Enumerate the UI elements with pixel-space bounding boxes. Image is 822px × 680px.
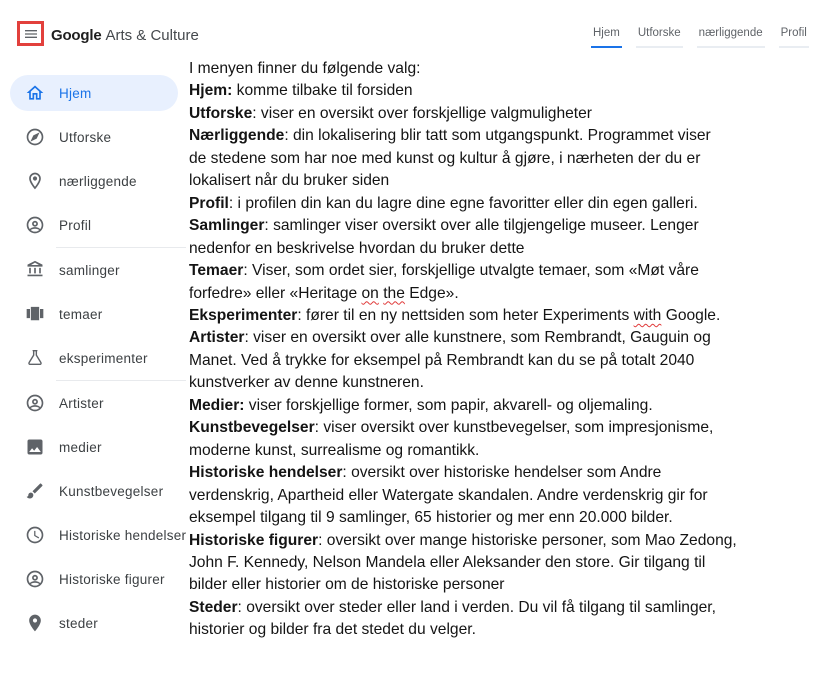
text-segment: Hjem:	[189, 82, 233, 100]
sidebar-item-label: Historiske hendelser	[59, 527, 187, 543]
text-segment: : oversikt over historiske hendelser som Andre	[342, 464, 662, 482]
text-segment: Eksperimenter	[189, 306, 298, 324]
text-line	[189, 125, 819, 147]
sidebar-item-nærliggende[interactable]	[0, 159, 186, 203]
text-line	[189, 597, 819, 619]
clock-icon	[25, 525, 45, 545]
text-line	[189, 80, 819, 102]
sidebar-item-label: Historiske figurer	[59, 571, 165, 587]
account-circle-icon	[25, 215, 45, 235]
text-segment: : viser en oversikt over alle kunstnere, som Rembrandt, Gauguin og	[244, 329, 711, 347]
sidebar-item-hjem[interactable]	[10, 75, 178, 111]
text-line	[189, 148, 819, 170]
text-line	[189, 305, 819, 327]
sidebar-item-historiske-figurer[interactable]	[0, 557, 186, 601]
text-segment: Medier:	[189, 396, 245, 414]
text-line	[189, 260, 819, 282]
text-segment: : i profilen din kan du lagre dine egne favoritter eller din egen galleri.	[228, 194, 698, 212]
app-logo[interactable]	[51, 27, 199, 44]
text-line	[189, 574, 819, 596]
text-segment: Samlinger	[189, 217, 265, 235]
text-line	[189, 283, 819, 305]
sidebar	[0, 60, 186, 645]
sidebar-item-kunstbevegelser[interactable]	[0, 469, 186, 513]
text-segment: Manet. Ved å trykke for eksempel på Rembrandt kan du se på totalt 2040	[189, 351, 695, 369]
text-line	[189, 619, 819, 641]
text-segment: verdenskrig, Apartheid eller Watergate skandalen. Andre verdenskrig gir for	[189, 486, 708, 504]
text-line	[189, 350, 819, 372]
text-segment: : viser oversikt over kunstbevegelser, som impresjonisme,	[314, 419, 714, 437]
text-segment: historier og bilder fra det stedet du velger.	[189, 621, 476, 639]
text-segment: Utforske	[189, 104, 253, 122]
spellcheck-flagged-word: on	[361, 284, 379, 302]
menu-icon	[23, 26, 39, 42]
sidebar-item-temaer[interactable]	[0, 292, 186, 336]
nav-item-profil[interactable]: Profil	[779, 27, 809, 48]
sidebar-item-label: steder	[59, 615, 99, 631]
nav-item-utforske[interactable]: Utforske	[636, 27, 683, 48]
sidebar-item-eksperimenter[interactable]	[0, 336, 186, 380]
text-segment: : samlinger viser oversikt over alle tilgjengelige museer. Lenger	[264, 217, 699, 235]
text-segment: Profil	[189, 194, 229, 212]
text-segment: : din lokalisering blir tatt som utgangspunkt. Programmet viser	[284, 127, 711, 145]
text-segment: komme tilbake til forsiden	[232, 82, 413, 100]
sidebar-item-historiske-hendelser[interactable]	[0, 513, 186, 557]
text-segment: Historiske figurer	[189, 531, 319, 549]
text-segment: Temaer	[189, 262, 244, 280]
carousel-icon	[25, 304, 45, 324]
sidebar-item-label: Kunstbevegelser	[59, 483, 164, 499]
sidebar-item-utforske[interactable]	[0, 115, 186, 159]
text-segment: Steder	[189, 598, 238, 616]
text-line	[189, 103, 819, 125]
text-line	[189, 395, 819, 417]
text-line	[189, 327, 819, 349]
sidebar-item-label: Profil	[59, 217, 92, 233]
text-segment: de stedene som har noe med kunst og kultur å gjøre, i nærheten der du er	[189, 149, 701, 167]
text-segment: viser forskjellige former, som papir, akvarell- og oljemaling.	[244, 396, 653, 414]
sidebar-item-label: samlinger	[59, 262, 120, 278]
text-segment: Kunstbevegelser	[189, 419, 315, 437]
sidebar-item-label: Artister	[59, 395, 104, 411]
text-segment: kunstverker av denne kunstneren.	[189, 374, 424, 392]
text-segment: Google.	[661, 306, 721, 324]
logo-brand: Google	[51, 27, 102, 44]
home-icon	[25, 83, 45, 103]
sidebar-item-label: temaer	[59, 306, 103, 322]
text-segment: bilder eller historier om de historiske personer	[189, 576, 505, 594]
sidebar-item-samlinger[interactable]	[0, 248, 186, 292]
sidebar-item-label: Utforske	[59, 129, 112, 145]
account-circle-icon	[25, 393, 45, 413]
sidebar-item-medier[interactable]	[0, 425, 186, 469]
text-line	[189, 507, 819, 529]
text-segment: : oversikt over steder eller land i verden. Du vil få tilgang til samlinger,	[237, 598, 716, 616]
text-line	[189, 485, 819, 507]
text-segment: Edge».	[404, 284, 459, 302]
sidebar-item-steder[interactable]	[0, 601, 186, 645]
text-line	[189, 552, 819, 574]
flask-icon	[25, 348, 45, 368]
top-nav	[591, 27, 809, 48]
logo-product: Arts & Culture	[105, 27, 199, 44]
menu-button[interactable]	[17, 21, 44, 46]
nav-item-hjem[interactable]: Hjem	[591, 27, 622, 48]
text-segment: Nærliggende	[189, 127, 285, 145]
text-line	[189, 193, 819, 215]
main-content	[189, 58, 819, 642]
text-segment: nedenfor en beskrivelse hvordan du bruker dette	[189, 239, 525, 257]
text-line	[189, 417, 819, 439]
text-segment: Artister	[189, 329, 245, 347]
text-segment: I menyen finner du følgende valg:	[189, 60, 421, 77]
brush-icon	[25, 481, 45, 501]
text-line	[189, 215, 819, 237]
sidebar-item-label: eksperimenter	[59, 350, 148, 366]
text-segment: forfedre» eller «Heritage	[189, 284, 362, 302]
sidebar-item-artister[interactable]	[0, 381, 186, 425]
text-line	[189, 238, 819, 260]
explore-icon	[25, 127, 45, 147]
sidebar-item-profil[interactable]	[0, 203, 186, 247]
spellcheck-flagged-word: the	[383, 284, 405, 302]
text-line	[189, 462, 819, 484]
text-segment: John F. Kennedy, Nelson Mandela eller Aleksander den store. Gir tilgang til	[189, 553, 706, 571]
text-segment: lokalisert når du bruker siden	[189, 172, 390, 190]
text-segment: eksempel tilgang til 9 samlinger, 65 historier og mer enn 20.000 bilder.	[189, 509, 673, 527]
sidebar-item-label: medier	[59, 439, 102, 455]
sidebar-item-label: nærliggende	[59, 173, 137, 189]
account-circle-icon	[25, 569, 45, 589]
text-segment: : viser en oversikt over forskjellige valgmuligheter	[252, 104, 593, 122]
text-line	[189, 58, 819, 80]
text-segment: Historiske hendelser	[189, 464, 343, 482]
text-segment: moderne kunst, surrealisme og romantikk.	[189, 441, 480, 459]
place-outline-icon	[25, 171, 45, 191]
text-line	[189, 440, 819, 462]
text-segment: : fører til en ny nettsiden som heter Experiments	[297, 306, 634, 324]
museum-icon	[25, 260, 45, 280]
nav-item-nærliggende[interactable]: nærliggende	[697, 27, 765, 48]
place-filled-icon	[25, 613, 45, 633]
text-line	[189, 372, 819, 394]
image-icon	[25, 437, 45, 457]
text-segment: : oversikt over mange historiske personer, som Mao Zedong,	[318, 531, 737, 549]
text-segment: : Viser, som ordet sier, forskjellige utvalgte temaer, som «Møt våre	[243, 262, 699, 280]
sidebar-item-label: Hjem	[59, 85, 92, 101]
text-line	[189, 170, 819, 192]
spellcheck-flagged-word: with	[633, 306, 662, 324]
text-line	[189, 530, 819, 552]
